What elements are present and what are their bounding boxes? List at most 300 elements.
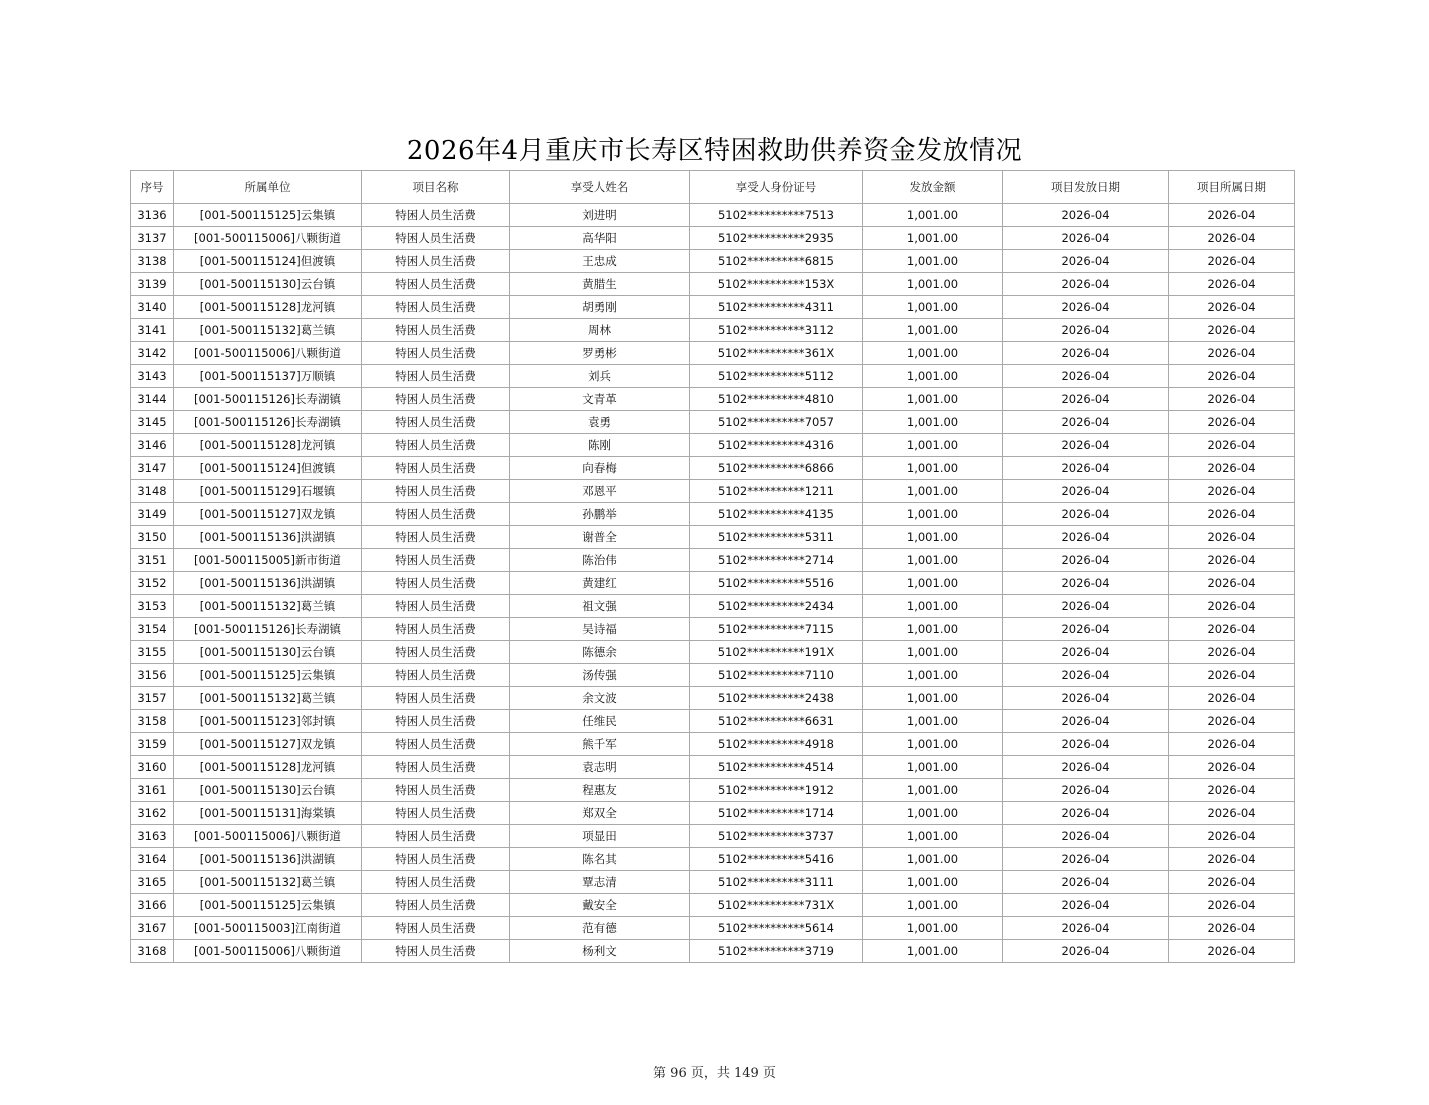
cell-issue-date: 2026-04 [1003, 227, 1169, 250]
table-row [131, 319, 1295, 342]
cell-issue-date: 2026-04 [1003, 204, 1169, 227]
cell-unit: [001-500115128]龙河镇 [174, 296, 362, 319]
cell-project: 特困人员生活费 [362, 227, 510, 250]
cell-amount: 1,001.00 [863, 710, 1003, 733]
cell-issue-date: 2026-04 [1003, 388, 1169, 411]
cell-unit: [001-500115124]但渡镇 [174, 457, 362, 480]
cell-project: 特困人员生活费 [362, 687, 510, 710]
header-cell-issue-date: 项目发放日期 [1003, 171, 1169, 204]
cell-id-number: 5102**********2935 [690, 227, 863, 250]
cell-id-number: 5102**********3719 [690, 940, 863, 963]
cell-seq: 3145 [131, 411, 174, 434]
table-row [131, 664, 1295, 687]
cell-amount: 1,001.00 [863, 457, 1003, 480]
cell-project: 特困人员生活费 [362, 779, 510, 802]
table-row [131, 273, 1295, 296]
table-row [131, 342, 1295, 365]
cell-name: 刘进明 [510, 204, 690, 227]
cell-period: 2026-04 [1169, 365, 1295, 388]
table-row [131, 503, 1295, 526]
cell-issue-date: 2026-04 [1003, 434, 1169, 457]
cell-unit: [001-500115136]洪湖镇 [174, 526, 362, 549]
cell-seq: 3142 [131, 342, 174, 365]
cell-project: 特困人员生活费 [362, 480, 510, 503]
cell-unit: [001-500115132]葛兰镇 [174, 687, 362, 710]
cell-name: 任维民 [510, 710, 690, 733]
cell-issue-date: 2026-04 [1003, 848, 1169, 871]
cell-amount: 1,001.00 [863, 825, 1003, 848]
header-cell-seq: 序号 [131, 171, 174, 204]
cell-project: 特困人员生活费 [362, 526, 510, 549]
cell-issue-date: 2026-04 [1003, 641, 1169, 664]
cell-project: 特困人员生活费 [362, 894, 510, 917]
cell-amount: 1,001.00 [863, 503, 1003, 526]
cell-project: 特困人员生活费 [362, 641, 510, 664]
cell-id-number: 5102**********4135 [690, 503, 863, 526]
cell-period: 2026-04 [1169, 411, 1295, 434]
cell-issue-date: 2026-04 [1003, 710, 1169, 733]
cell-project: 特困人员生活费 [362, 273, 510, 296]
cell-project: 特困人员生活费 [362, 595, 510, 618]
cell-id-number: 5102**********6631 [690, 710, 863, 733]
cell-issue-date: 2026-04 [1003, 595, 1169, 618]
cell-issue-date: 2026-04 [1003, 917, 1169, 940]
cell-period: 2026-04 [1169, 664, 1295, 687]
cell-period: 2026-04 [1169, 756, 1295, 779]
cell-name: 陈德余 [510, 641, 690, 664]
cell-seq: 3161 [131, 779, 174, 802]
cell-id-number: 5102**********3111 [690, 871, 863, 894]
cell-project: 特困人员生活费 [362, 871, 510, 894]
cell-period: 2026-04 [1169, 894, 1295, 917]
cell-issue-date: 2026-04 [1003, 273, 1169, 296]
cell-seq: 3151 [131, 549, 174, 572]
cell-unit: [001-500115127]双龙镇 [174, 503, 362, 526]
table-body [131, 204, 1295, 963]
cell-issue-date: 2026-04 [1003, 664, 1169, 687]
table-row [131, 388, 1295, 411]
cell-amount: 1,001.00 [863, 687, 1003, 710]
cell-id-number: 5102**********7110 [690, 664, 863, 687]
cell-id-number: 5102**********5614 [690, 917, 863, 940]
cell-amount: 1,001.00 [863, 434, 1003, 457]
cell-amount: 1,001.00 [863, 756, 1003, 779]
cell-name: 项显田 [510, 825, 690, 848]
cell-amount: 1,001.00 [863, 848, 1003, 871]
cell-project: 特困人员生活费 [362, 733, 510, 756]
cell-seq: 3154 [131, 618, 174, 641]
cell-name: 余文波 [510, 687, 690, 710]
cell-id-number: 5102**********4311 [690, 296, 863, 319]
cell-period: 2026-04 [1169, 434, 1295, 457]
cell-amount: 1,001.00 [863, 733, 1003, 756]
cell-issue-date: 2026-04 [1003, 250, 1169, 273]
cell-issue-date: 2026-04 [1003, 871, 1169, 894]
cell-id-number: 5102**********7513 [690, 204, 863, 227]
cell-amount: 1,001.00 [863, 388, 1003, 411]
cell-period: 2026-04 [1169, 595, 1295, 618]
cell-unit: [001-500115125]云集镇 [174, 204, 362, 227]
cell-id-number: 5102**********5311 [690, 526, 863, 549]
cell-seq: 3146 [131, 434, 174, 457]
cell-amount: 1,001.00 [863, 802, 1003, 825]
cell-amount: 1,001.00 [863, 549, 1003, 572]
cell-name: 邓恩平 [510, 480, 690, 503]
cell-name: 谢普全 [510, 526, 690, 549]
cell-id-number: 5102**********1912 [690, 779, 863, 802]
cell-seq: 3137 [131, 227, 174, 250]
cell-amount: 1,001.00 [863, 595, 1003, 618]
cell-period: 2026-04 [1169, 779, 1295, 802]
cell-project: 特困人员生活费 [362, 710, 510, 733]
cell-period: 2026-04 [1169, 825, 1295, 848]
cell-period: 2026-04 [1169, 641, 1295, 664]
cell-project: 特困人员生活费 [362, 434, 510, 457]
cell-period: 2026-04 [1169, 917, 1295, 940]
cell-id-number: 5102**********361X [690, 342, 863, 365]
cell-period: 2026-04 [1169, 480, 1295, 503]
cell-period: 2026-04 [1169, 319, 1295, 342]
cell-unit: [001-500115136]洪湖镇 [174, 848, 362, 871]
cell-unit: [001-500115136]洪湖镇 [174, 572, 362, 595]
cell-name: 高华阳 [510, 227, 690, 250]
cell-name: 袁志明 [510, 756, 690, 779]
cell-amount: 1,001.00 [863, 526, 1003, 549]
cell-unit: [001-500115123]邻封镇 [174, 710, 362, 733]
cell-unit: [001-500115127]双龙镇 [174, 733, 362, 756]
cell-name: 罗勇彬 [510, 342, 690, 365]
cell-seq: 3159 [131, 733, 174, 756]
cell-unit: [001-500115005]新市街道 [174, 549, 362, 572]
cell-period: 2026-04 [1169, 503, 1295, 526]
cell-unit: [001-500115130]云台镇 [174, 273, 362, 296]
table-row [131, 848, 1295, 871]
cell-amount: 1,001.00 [863, 319, 1003, 342]
cell-seq: 3147 [131, 457, 174, 480]
cell-issue-date: 2026-04 [1003, 825, 1169, 848]
cell-project: 特困人员生活费 [362, 802, 510, 825]
cell-name: 吴诗福 [510, 618, 690, 641]
cell-amount: 1,001.00 [863, 227, 1003, 250]
cell-issue-date: 2026-04 [1003, 618, 1169, 641]
cell-amount: 1,001.00 [863, 894, 1003, 917]
cell-project: 特困人员生活费 [362, 411, 510, 434]
table-row [131, 917, 1295, 940]
table-row [131, 710, 1295, 733]
cell-amount: 1,001.00 [863, 273, 1003, 296]
cell-name: 刘兵 [510, 365, 690, 388]
cell-name: 杨利文 [510, 940, 690, 963]
table-row [131, 549, 1295, 572]
cell-name: 祖文强 [510, 595, 690, 618]
cell-project: 特困人员生活费 [362, 457, 510, 480]
cell-period: 2026-04 [1169, 549, 1295, 572]
table-row [131, 940, 1295, 963]
table-row [131, 204, 1295, 227]
cell-unit: [001-500115129]石堰镇 [174, 480, 362, 503]
cell-period: 2026-04 [1169, 871, 1295, 894]
table-row [131, 411, 1295, 434]
cell-unit: [001-500115130]云台镇 [174, 779, 362, 802]
cell-issue-date: 2026-04 [1003, 365, 1169, 388]
table-row [131, 227, 1295, 250]
cell-unit: [001-500115130]云台镇 [174, 641, 362, 664]
cell-issue-date: 2026-04 [1003, 549, 1169, 572]
table-row [131, 802, 1295, 825]
header-cell-project: 项目名称 [362, 171, 510, 204]
cell-issue-date: 2026-04 [1003, 802, 1169, 825]
cell-project: 特困人员生活费 [362, 825, 510, 848]
cell-name: 袁勇 [510, 411, 690, 434]
cell-name: 孙鹏举 [510, 503, 690, 526]
cell-id-number: 5102**********5516 [690, 572, 863, 595]
table-row [131, 618, 1295, 641]
header-cell-unit: 所属单位 [174, 171, 362, 204]
cell-seq: 3162 [131, 802, 174, 825]
header-cell-amount: 发放金额 [863, 171, 1003, 204]
table-row [131, 871, 1295, 894]
cell-period: 2026-04 [1169, 342, 1295, 365]
cell-id-number: 5102**********1211 [690, 480, 863, 503]
cell-project: 特困人员生活费 [362, 572, 510, 595]
cell-period: 2026-04 [1169, 250, 1295, 273]
cell-project: 特困人员生活费 [362, 503, 510, 526]
cell-project: 特困人员生活费 [362, 388, 510, 411]
cell-issue-date: 2026-04 [1003, 733, 1169, 756]
table-row [131, 296, 1295, 319]
page-footer: 第 96 页，共 149 页 [653, 1066, 776, 1081]
cell-unit: [001-500115131]海棠镇 [174, 802, 362, 825]
cell-issue-date: 2026-04 [1003, 526, 1169, 549]
cell-issue-date: 2026-04 [1003, 319, 1169, 342]
table-header-row [131, 171, 1295, 204]
cell-project: 特困人员生活费 [362, 365, 510, 388]
cell-amount: 1,001.00 [863, 342, 1003, 365]
cell-project: 特困人员生活费 [362, 618, 510, 641]
cell-unit: [001-500115126]长寿湖镇 [174, 618, 362, 641]
cell-id-number: 5102**********5112 [690, 365, 863, 388]
cell-name: 陈刚 [510, 434, 690, 457]
cell-unit: [001-500115124]但渡镇 [174, 250, 362, 273]
cell-period: 2026-04 [1169, 526, 1295, 549]
cell-name: 周林 [510, 319, 690, 342]
cell-unit: [001-500115126]长寿湖镇 [174, 388, 362, 411]
table-row [131, 480, 1295, 503]
cell-period: 2026-04 [1169, 273, 1295, 296]
table-row [131, 572, 1295, 595]
cell-seq: 3158 [131, 710, 174, 733]
table-row [131, 825, 1295, 848]
cell-name: 汤传强 [510, 664, 690, 687]
cell-period: 2026-04 [1169, 227, 1295, 250]
cell-amount: 1,001.00 [863, 618, 1003, 641]
cell-issue-date: 2026-04 [1003, 411, 1169, 434]
cell-period: 2026-04 [1169, 710, 1295, 733]
cell-amount: 1,001.00 [863, 664, 1003, 687]
cell-id-number: 5102**********153X [690, 273, 863, 296]
cell-unit: [001-500115006]八颗街道 [174, 825, 362, 848]
cell-id-number: 5102**********1714 [690, 802, 863, 825]
document-title: 2026年4月重庆市长寿区特困救助供养资金发放情况 [406, 136, 1023, 166]
cell-seq: 3155 [131, 641, 174, 664]
cell-id-number: 5102**********6866 [690, 457, 863, 480]
cell-period: 2026-04 [1169, 733, 1295, 756]
cell-amount: 1,001.00 [863, 296, 1003, 319]
cell-name: 陈名其 [510, 848, 690, 871]
cell-issue-date: 2026-04 [1003, 296, 1169, 319]
cell-amount: 1,001.00 [863, 917, 1003, 940]
cell-unit: [001-500115137]万顺镇 [174, 365, 362, 388]
cell-seq: 3152 [131, 572, 174, 595]
cell-amount: 1,001.00 [863, 365, 1003, 388]
cell-issue-date: 2026-04 [1003, 687, 1169, 710]
cell-name: 向春梅 [510, 457, 690, 480]
cell-project: 特困人员生活费 [362, 296, 510, 319]
cell-name: 郑双全 [510, 802, 690, 825]
cell-amount: 1,001.00 [863, 871, 1003, 894]
cell-project: 特困人员生活费 [362, 848, 510, 871]
cell-id-number: 5102**********5416 [690, 848, 863, 871]
table-row [131, 365, 1295, 388]
cell-unit: [001-500115006]八颗街道 [174, 227, 362, 250]
cell-issue-date: 2026-04 [1003, 503, 1169, 526]
cell-id-number: 5102**********4918 [690, 733, 863, 756]
cell-period: 2026-04 [1169, 572, 1295, 595]
cell-issue-date: 2026-04 [1003, 779, 1169, 802]
cell-name: 黄建红 [510, 572, 690, 595]
cell-id-number: 5102**********3112 [690, 319, 863, 342]
cell-id-number: 5102**********7057 [690, 411, 863, 434]
cell-amount: 1,001.00 [863, 204, 1003, 227]
cell-project: 特困人员生活费 [362, 917, 510, 940]
cell-unit: [001-500115132]葛兰镇 [174, 871, 362, 894]
cell-project: 特困人员生活费 [362, 204, 510, 227]
cell-seq: 3164 [131, 848, 174, 871]
cell-id-number: 5102**********4316 [690, 434, 863, 457]
header-cell-period: 项目所属日期 [1169, 171, 1295, 204]
table-row [131, 595, 1295, 618]
cell-amount: 1,001.00 [863, 572, 1003, 595]
cell-issue-date: 2026-04 [1003, 342, 1169, 365]
table-row [131, 526, 1295, 549]
cell-id-number: 5102**********7115 [690, 618, 863, 641]
cell-unit: [001-500115128]龙河镇 [174, 756, 362, 779]
cell-issue-date: 2026-04 [1003, 457, 1169, 480]
cell-issue-date: 2026-04 [1003, 940, 1169, 963]
cell-project: 特困人员生活费 [362, 342, 510, 365]
cell-name: 黄腊生 [510, 273, 690, 296]
cell-seq: 3149 [131, 503, 174, 526]
cell-amount: 1,001.00 [863, 480, 1003, 503]
cell-seq: 3168 [131, 940, 174, 963]
cell-unit: [001-500115126]长寿湖镇 [174, 411, 362, 434]
cell-amount: 1,001.00 [863, 411, 1003, 434]
cell-project: 特困人员生活费 [362, 940, 510, 963]
table-row [131, 641, 1295, 664]
cell-issue-date: 2026-04 [1003, 480, 1169, 503]
cell-seq: 3160 [131, 756, 174, 779]
cell-seq: 3139 [131, 273, 174, 296]
cell-id-number: 5102**********2438 [690, 687, 863, 710]
cell-seq: 3167 [131, 917, 174, 940]
cell-id-number: 5102**********2434 [690, 595, 863, 618]
cell-project: 特困人员生活费 [362, 549, 510, 572]
cell-unit: [001-500115006]八颗街道 [174, 940, 362, 963]
cell-name: 陈治伟 [510, 549, 690, 572]
table-row [131, 434, 1295, 457]
cell-project: 特困人员生活费 [362, 250, 510, 273]
cell-project: 特困人员生活费 [362, 319, 510, 342]
table-row [131, 894, 1295, 917]
cell-amount: 1,001.00 [863, 779, 1003, 802]
cell-seq: 3157 [131, 687, 174, 710]
cell-period: 2026-04 [1169, 388, 1295, 411]
cell-unit: [001-500115132]葛兰镇 [174, 595, 362, 618]
table-row [131, 457, 1295, 480]
cell-unit: [001-500115132]葛兰镇 [174, 319, 362, 342]
cell-unit: [001-500115125]云集镇 [174, 894, 362, 917]
cell-seq: 3141 [131, 319, 174, 342]
cell-period: 2026-04 [1169, 940, 1295, 963]
cell-period: 2026-04 [1169, 618, 1295, 641]
cell-seq: 3150 [131, 526, 174, 549]
cell-name: 文青革 [510, 388, 690, 411]
cell-seq: 3136 [131, 204, 174, 227]
cell-seq: 3140 [131, 296, 174, 319]
cell-period: 2026-04 [1169, 848, 1295, 871]
cell-issue-date: 2026-04 [1003, 756, 1169, 779]
cell-period: 2026-04 [1169, 204, 1295, 227]
table-row [131, 733, 1295, 756]
cell-period: 2026-04 [1169, 457, 1295, 480]
cell-name: 覃志清 [510, 871, 690, 894]
cell-unit: [001-500115125]云集镇 [174, 664, 362, 687]
payment-table [130, 170, 1295, 963]
cell-project: 特困人员生活费 [362, 756, 510, 779]
table-row [131, 779, 1295, 802]
cell-name: 范有德 [510, 917, 690, 940]
cell-name: 王忠成 [510, 250, 690, 273]
table-row [131, 687, 1295, 710]
cell-period: 2026-04 [1169, 802, 1295, 825]
cell-id-number: 5102**********2714 [690, 549, 863, 572]
cell-seq: 3143 [131, 365, 174, 388]
cell-seq: 3156 [131, 664, 174, 687]
header-cell-name: 享受人姓名 [510, 171, 690, 204]
cell-project: 特困人员生活费 [362, 664, 510, 687]
cell-id-number: 5102**********3737 [690, 825, 863, 848]
cell-seq: 3148 [131, 480, 174, 503]
cell-unit: [001-500115003]江南街道 [174, 917, 362, 940]
cell-seq: 3166 [131, 894, 174, 917]
cell-amount: 1,001.00 [863, 250, 1003, 273]
table-row [131, 756, 1295, 779]
cell-issue-date: 2026-04 [1003, 894, 1169, 917]
cell-id-number: 5102**********4514 [690, 756, 863, 779]
cell-seq: 3163 [131, 825, 174, 848]
cell-seq: 3144 [131, 388, 174, 411]
header-cell-id-number: 享受人身份证号 [690, 171, 863, 204]
cell-period: 2026-04 [1169, 687, 1295, 710]
cell-amount: 1,001.00 [863, 641, 1003, 664]
cell-amount: 1,001.00 [863, 940, 1003, 963]
cell-name: 胡勇刚 [510, 296, 690, 319]
cell-id-number: 5102**********191X [690, 641, 863, 664]
cell-name: 戴安全 [510, 894, 690, 917]
cell-unit: [001-500115128]龙河镇 [174, 434, 362, 457]
cell-issue-date: 2026-04 [1003, 572, 1169, 595]
cell-id-number: 5102**********4810 [690, 388, 863, 411]
